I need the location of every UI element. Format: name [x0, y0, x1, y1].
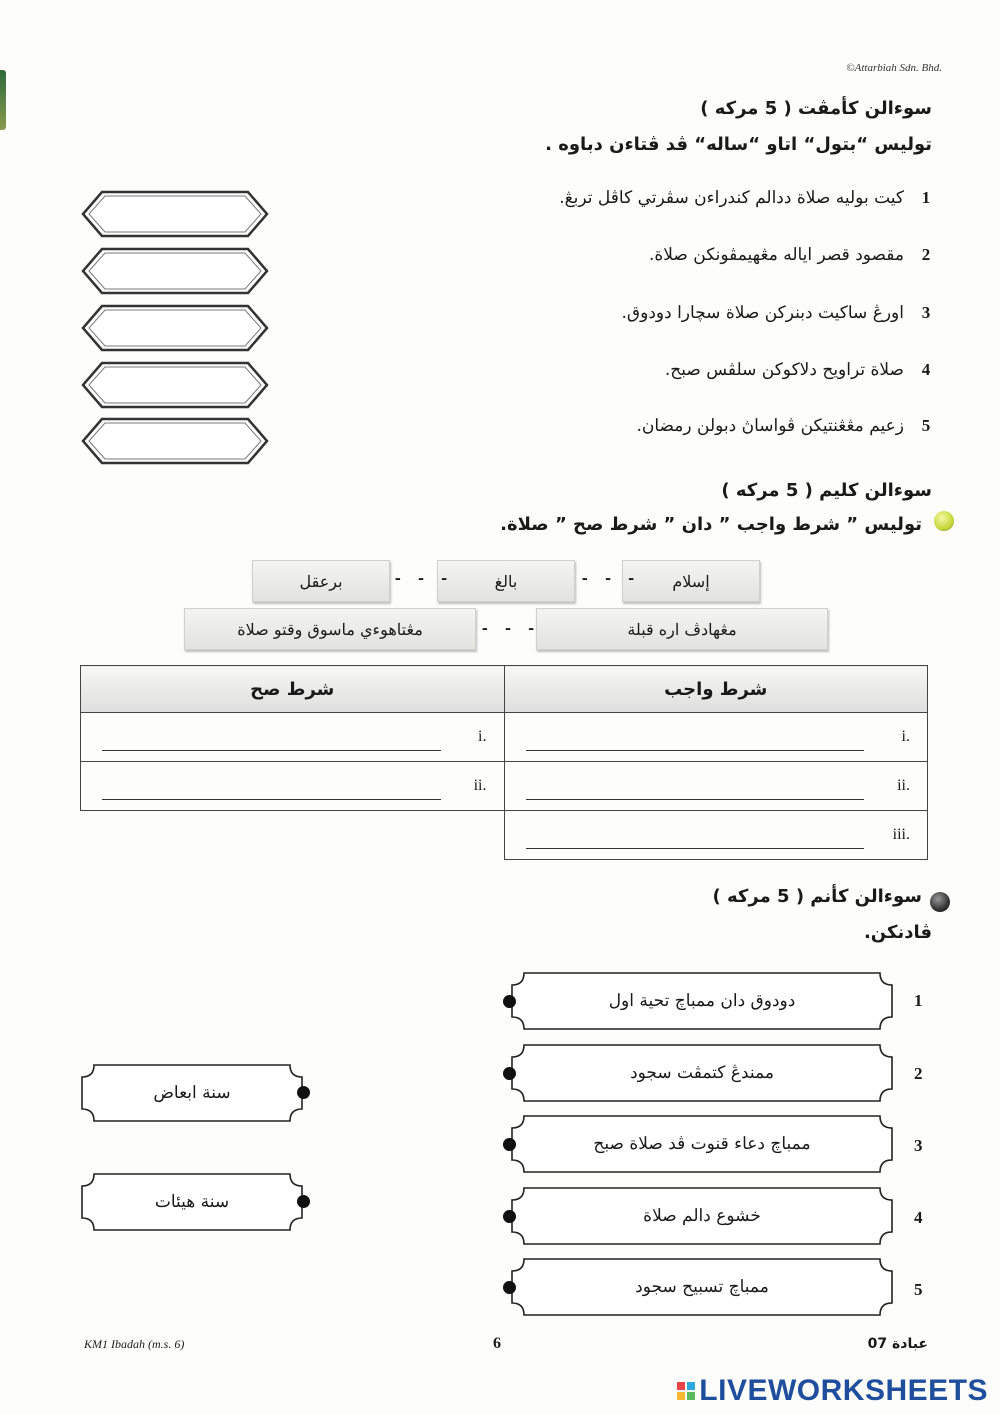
match-number: 4 — [914, 1208, 923, 1227]
row-label: ii. — [897, 777, 910, 794]
syarat-table — [80, 665, 928, 860]
match-text: سنة ابعاض — [153, 1083, 231, 1103]
dash-connector: - - - — [580, 570, 639, 588]
question-row — [472, 416, 932, 436]
match-item-1[interactable] — [510, 971, 894, 1031]
sah-answer-input[interactable] — [102, 724, 441, 751]
sah-answer-input[interactable] — [102, 773, 441, 800]
question-text: اورڠ ساكيت دبنركن صلاة سچارا دودوق. — [621, 303, 904, 323]
footer-book-ref: KM1 Ibadah (m.s. 6) — [84, 1337, 185, 1351]
match-item-5[interactable] — [510, 1257, 894, 1317]
bullet-green-icon — [934, 511, 954, 531]
header-syarat-wajib: شرط واجب — [504, 666, 928, 713]
edge-decoration — [0, 70, 6, 130]
question-row — [472, 303, 932, 323]
connector-dot[interactable] — [297, 1086, 310, 1099]
option-baligh[interactable]: بالغ — [437, 560, 575, 602]
answer-box-2[interactable] — [80, 246, 270, 296]
option-waktu-solat[interactable]: مڠتاهوءي ماسوق وقتو صلاة — [184, 608, 476, 650]
question-text: صلاة تراويح دلاكوكن سلڤس صبح. — [664, 360, 904, 380]
connector-dot[interactable] — [297, 1195, 310, 1208]
match-text: سنة هيئات — [154, 1192, 230, 1212]
match-text: ممندڠ كتمڤت سجود — [630, 1063, 774, 1083]
match-number: 1 — [914, 991, 923, 1010]
connector-dot[interactable] — [503, 1210, 516, 1223]
footer-chapter: عبادة 07 — [867, 1336, 928, 1352]
connector-dot[interactable] — [503, 1067, 516, 1080]
match-number: 2 — [914, 1064, 923, 1083]
section-c-instruction: ڤادنكن. — [863, 922, 932, 943]
question-text: مقصود قصر اياله مڠهيمڤونكن صلاة. — [648, 245, 904, 265]
answer-box-4[interactable] — [80, 360, 270, 410]
copyright-note: ©Attarbiah Sdn. Bhd. — [846, 62, 942, 74]
question-number: 1 — [921, 188, 931, 207]
wajib-answer-input[interactable] — [526, 822, 865, 849]
question-number: 4 — [921, 360, 931, 379]
section-a-title: سوءالن كأمڤت ( 5 مركه ) — [700, 98, 932, 119]
match-item-4[interactable] — [510, 1186, 894, 1246]
answer-input[interactable] — [104, 315, 250, 341]
option-mengadap-kiblat[interactable]: مڠهادڤ اره قبلة — [536, 608, 828, 650]
row-label: ii. — [473, 777, 487, 794]
liveworksheets-wordmark: LIVEWORKSHEETS — [699, 1374, 988, 1407]
connector-dot[interactable] — [503, 1138, 516, 1151]
wajib-answer-input[interactable] — [526, 724, 865, 751]
dash-connector: - - - — [480, 620, 539, 638]
answer-box-1[interactable] — [80, 189, 270, 239]
connector-dot[interactable] — [503, 995, 516, 1008]
match-text: دودوق دان ممباچ تحية اول — [608, 991, 796, 1011]
question-row — [472, 360, 932, 380]
question-number: 3 — [921, 303, 931, 322]
match-text: ممباچ دعاء قنوت ڤد صلاة صبح — [593, 1134, 811, 1154]
section-b-title: سوءالن كليم ( 5 مركه ) — [721, 480, 932, 501]
option-islam[interactable]: إسلام — [622, 560, 760, 602]
question-row — [472, 188, 932, 208]
match-text: خشوع دالم صلاة — [643, 1206, 761, 1226]
wajib-cell — [504, 811, 928, 860]
liveworksheets-logo — [677, 1374, 988, 1408]
answer-input[interactable] — [104, 201, 250, 227]
answer-box-5[interactable] — [80, 416, 270, 466]
header-syarat-sah: شرط صح — [81, 666, 505, 713]
match-text: ممباچ تسبيح سجود — [635, 1277, 769, 1297]
question-number: 2 — [921, 245, 931, 264]
page-number: 6 — [493, 1335, 501, 1352]
liveworksheets-icon — [677, 1382, 695, 1400]
row-label: i. — [478, 728, 487, 745]
option-berakal[interactable]: برعقل — [252, 560, 390, 602]
answer-input[interactable] — [104, 258, 250, 284]
question-row — [472, 245, 932, 265]
sah-cell — [81, 713, 505, 762]
answer-input[interactable] — [104, 372, 250, 398]
answer-box-3[interactable] — [80, 303, 270, 353]
question-text: كيت بوليه صلاة ددالم كندراءن سڤرتي كاڤل تربڠ. — [559, 188, 904, 208]
match-item-2[interactable] — [510, 1043, 894, 1103]
section-c-title: سوءالن كأنم ( 5 مركه ) — [712, 886, 922, 907]
section-b-instruction: توليس ” شرط واجب ” دان ” شرط صح ” صلاة. — [500, 514, 922, 535]
section-a-instruction: توليس “بتول“ اتاو “ساله“ ڤد ڤتاءن دباوه . — [545, 134, 932, 155]
wajib-cell — [504, 762, 928, 811]
wajib-cell — [504, 713, 928, 762]
bullet-dark-icon — [930, 892, 950, 912]
connector-dot[interactable] — [503, 1281, 516, 1294]
question-number: 5 — [921, 416, 931, 435]
question-text: زعيم مڠڠنتيكن ڤواساڽ دبولن رمضان. — [636, 416, 904, 436]
empty-cell — [81, 811, 505, 860]
wajib-answer-input[interactable] — [526, 773, 865, 800]
answer-input[interactable] — [104, 428, 250, 454]
match-target-sunat-abaad[interactable] — [80, 1063, 304, 1123]
dash-connector: - - - — [393, 570, 452, 588]
match-number: 5 — [914, 1280, 923, 1299]
match-target-sunat-haiat[interactable] — [80, 1172, 304, 1232]
row-label: iii. — [892, 826, 910, 843]
match-number: 3 — [914, 1136, 923, 1155]
match-item-3[interactable] — [510, 1114, 894, 1174]
row-label: i. — [901, 728, 910, 745]
sah-cell — [81, 762, 505, 811]
